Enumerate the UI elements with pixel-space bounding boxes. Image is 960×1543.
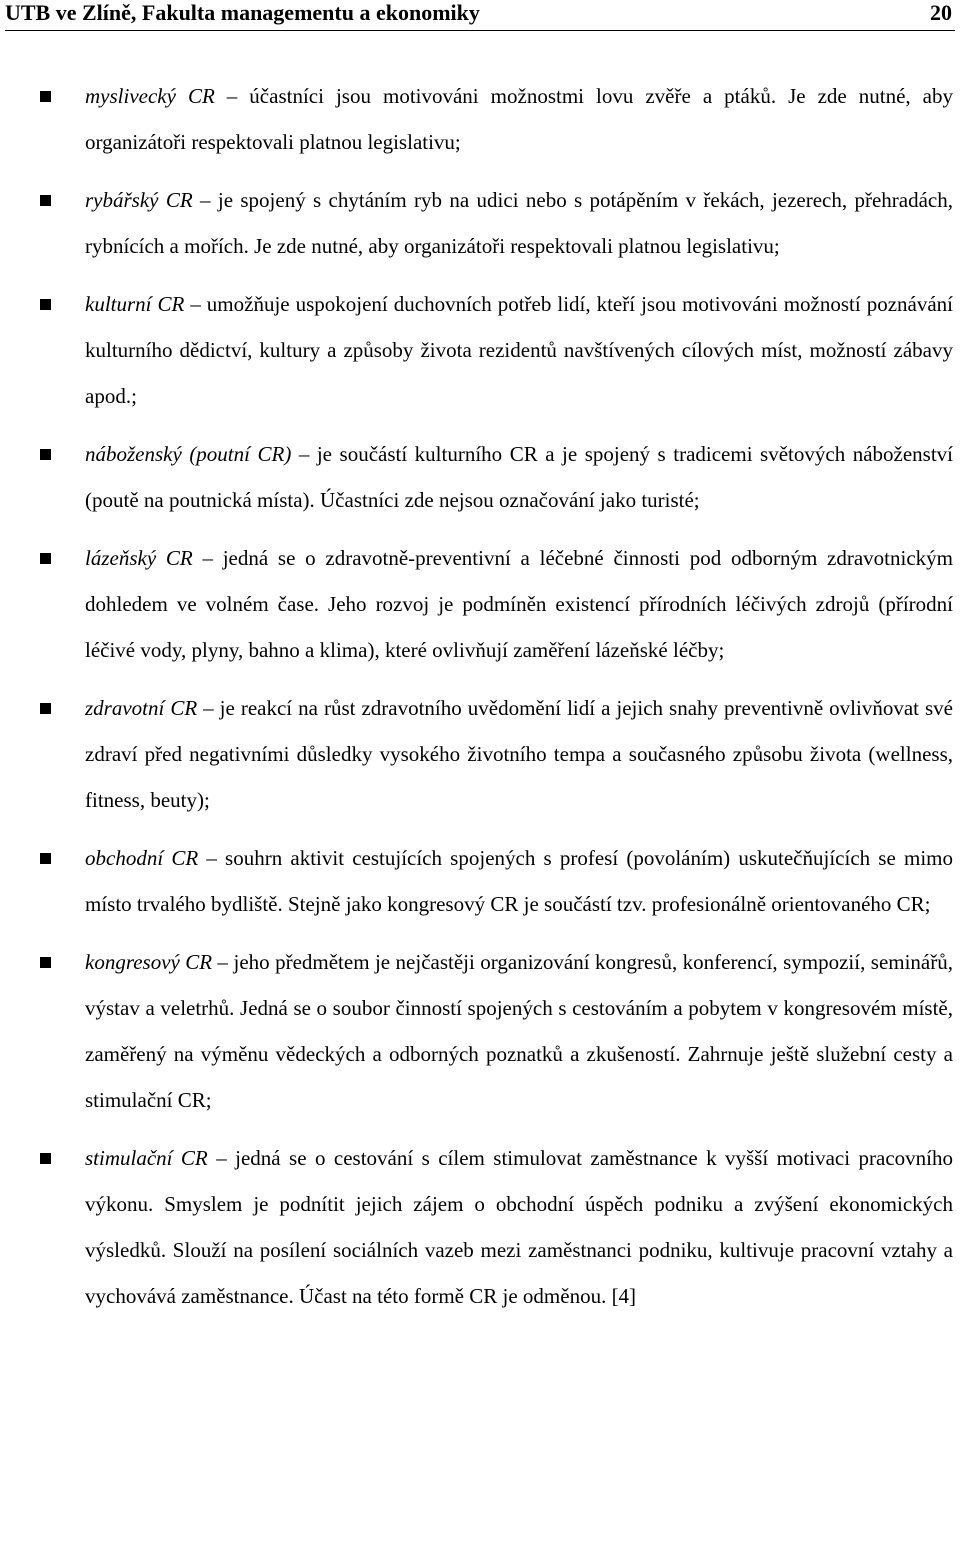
list-item-text: – je součástí kulturního CR a je spojený s tradicemi světových náboženství (poutě na poutnická místa). Účastníci zde nejsou označování jako turisté;: [85, 442, 954, 512]
square-bullet-icon: [40, 195, 51, 206]
square-bullet-icon: [40, 853, 51, 864]
list-item-term: kulturní CR: [85, 292, 185, 316]
list-item-obchodni: [0, 835, 960, 927]
list-item-kulturni: [0, 281, 960, 419]
list-item-text: – jedná se o cestování s cílem stimulovat zaměstnance k vyšší motivaci pracovního výkonu. Smyslem je podnítit jejich zájem o obchodní úspěch podniku a zvýšení ekonomických výsledků. Slouží na posílení sociálních vazeb mezi zaměstnanci podniku, kultivuje pracovní vztahy a vychovává zaměstnance. Účast na této formě CR je odměnou. [4]: [85, 1146, 953, 1308]
list-item-term: stimulační CR: [85, 1146, 208, 1170]
list-item-term: kongresový CR: [85, 950, 213, 974]
page-header: [5, 0, 955, 31]
square-bullet-icon: [40, 1153, 51, 1164]
list-item-text: – účastníci jsou motivováni možnostmi lovu zvěře a ptáků. Je zde nutné, aby organizátoři respektovali platnou legislativu;: [85, 84, 953, 154]
square-bullet-icon: [40, 91, 51, 102]
list-item-term: lázeňský CR: [85, 546, 193, 570]
list-item-lazensky: [0, 535, 960, 673]
list-item-stimulacni: [0, 1135, 960, 1319]
list-item-text: – umožňuje uspokojení duchovních potřeb lidí, kteří jsou motivováni možností poznávání kulturního dědictví, kultury a způsoby života rezidentů navštívených cílových míst, možností zábavy apod.;: [85, 292, 953, 408]
square-bullet-icon: [40, 553, 51, 564]
list-item-term: zdravotní CR: [85, 696, 198, 720]
page-number: 20: [930, 0, 952, 25]
list-item-term: náboženský (poutní CR): [85, 442, 292, 466]
tourism-types-list: [0, 73, 960, 1319]
list-item-zdravotni: [0, 685, 960, 823]
list-item-term: rybářský CR: [85, 188, 193, 212]
list-item-rybarsky: [0, 177, 960, 269]
list-item-text: – je reakcí na růst zdravotního uvědomění lidí a jejich snahy preventivně ovlivňovat své zdraví před negativními důsledky vysokého životního tempa a současného způsobu života (wellness, fitness, beuty);: [85, 696, 953, 812]
square-bullet-icon: [40, 299, 51, 310]
header-title: UTB ve Zlíně, Fakulta managementu a ekonomiky: [5, 0, 480, 25]
list-item-kongresovy: [0, 939, 960, 1123]
square-bullet-icon: [40, 449, 51, 460]
list-item-text: – souhrn aktivit cestujících spojených s profesí (povoláním) uskutečňujících se mimo místo trvalého bydliště. Stejně jako kongresový CR je součástí tzv. profesionálně orientovaného CR;: [85, 846, 953, 916]
square-bullet-icon: [40, 957, 51, 968]
list-item-term: obchodní CR: [85, 846, 199, 870]
list-item-text: – jeho předmětem je nejčastěji organizování kongresů, konferencí, sympozií, seminářů, výstav a veletrhů. Jedná se o soubor činností spojených s cestováním a pobytem v kongresovém místě, zaměřený na výměnu vědeckých a odborných poznatků a zkušeností. Zahrnuje ještě služební cesty a stimulační CR;: [85, 950, 953, 1112]
list-item-myslivecky: [0, 73, 960, 165]
list-item-text: – je spojený s chytáním ryb na udici nebo s potápěním v řekách, jezerech, přehradách, rybnících a mořích. Je zde nutné, aby organizátoři respektovali platnou legislativu;: [85, 188, 953, 258]
list-item-nabozensky: [0, 431, 960, 523]
list-item-term: myslivecký CR: [85, 84, 215, 108]
square-bullet-icon: [40, 703, 51, 714]
list-item-text: – jedná se o zdravotně-preventivní a léčebné činnosti pod odborným zdravotnickým dohledem ve volném čase. Jeho rozvoj je podmíněn existencí přírodních léčivých zdrojů (přírodní léčivé vody, plyny, bahno a klima), které ovlivňují zaměření lázeňské léčby;: [85, 546, 953, 662]
